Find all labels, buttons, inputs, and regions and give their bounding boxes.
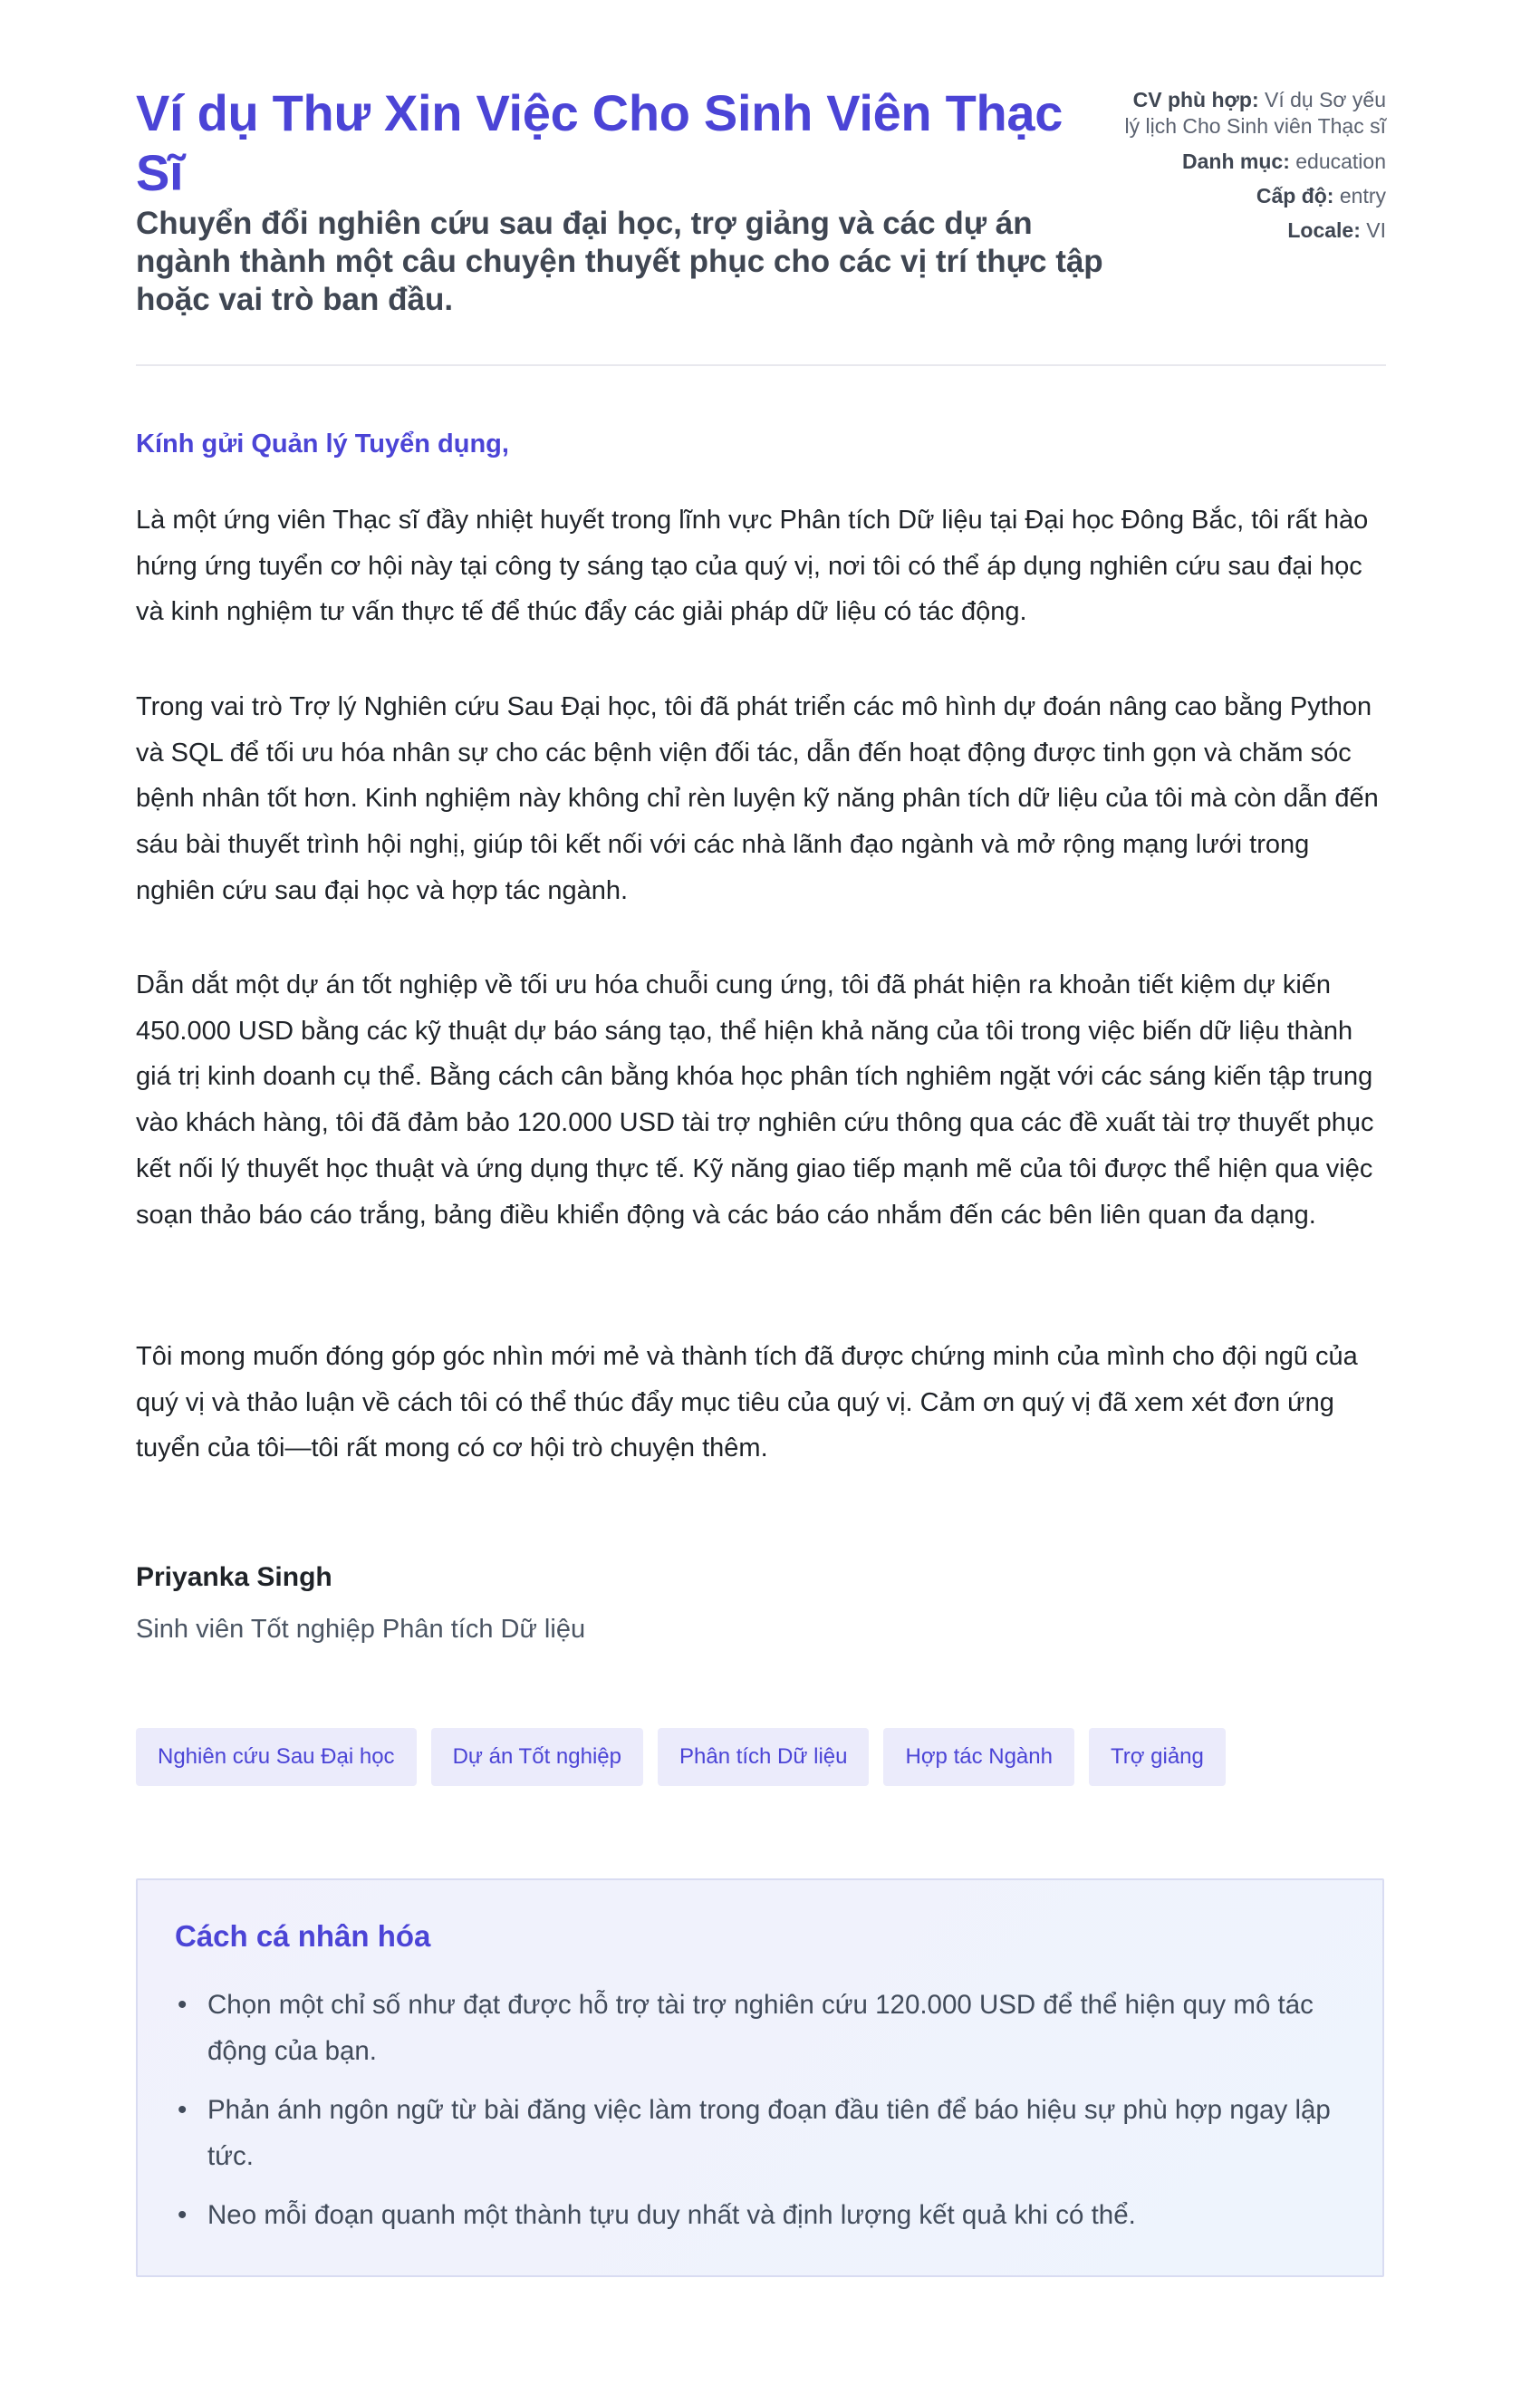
meta-cv-value: Ví dụ Sơ yếu lý lịch Cho Sinh viên Thạc sĩ <box>1124 88 1386 138</box>
meta-cv <box>1114 87 1386 140</box>
tip-item <box>175 2192 1352 2238</box>
meta-category-value: education <box>1295 150 1386 173</box>
page-header <box>136 0 1386 366</box>
tag-industry-collaboration[interactable]: Hợp tác Ngành <box>883 1728 1074 1786</box>
tag-list <box>136 1728 1226 1786</box>
meta-level-value: entry <box>1339 184 1386 208</box>
meta-level <box>1114 183 1386 209</box>
meta-locale <box>1114 217 1386 244</box>
paragraph-3: Dẫn dắt một dự án tốt nghiệp về tối ưu hóa chuỗi cung ứng, tôi đã phát hiện ra khoản tiết kiệm dự kiến 450.000 USD bằng các kỹ thuật dự báo sáng tạo, thể hiện khả năng của tôi trong việc biến dữ liệu thành giá trị kinh doanh cụ thể. Bằng cách cân bằng khóa học phân tích nghiêm ngặt với các sáng kiến tập trung vào khách hàng, tôi đã đảm bảo 120.000 USD tài trợ nghiên cứu thông qua các đề xuất tài trợ thuyết phục kết nối lý thuyết học thuật và ứng dụng thực tế. Kỹ năng giao tiếp mạnh mẽ của tôi được thể hiện qua việc soạn thảo báo cáo trắng, bảng điều khiển động và các báo cáo nhắm đến các bên liên quan đa dạng. <box>136 970 1374 1230</box>
tip-text: Neo mỗi đoạn quanh một thành tựu duy nhất và định lượng kết quả khi có thể. <box>207 2200 1136 2230</box>
page-title: Ví dụ Thư Xin Việc Cho Sinh Viên Thạc Sĩ <box>136 84 1064 201</box>
signature-name: Priyanka Singh <box>136 1562 332 1592</box>
paragraph-2: Trong vai trò Trợ lý Nghiên cứu Sau Đại học, tôi đã phát triển các mô hình dự đoán nâng cao bằng Python và SQL để tối ưu hóa nhân sự cho các bệnh viện đối tác, dẫn đến hoạt động được tinh gọn và chăm sóc bệnh nhân tốt hơn. Kinh nghiệm này không chỉ rèn luyện kỹ năng phân tích dữ liệu của tôi mà còn dẫn đến sáu bài thuyết trình hội nghị, giúp tôi kết nối với các nhà lãnh đạo ngành và mở rộng mạng lưới trong nghiên cứu sau đại học và hợp tác ngành. <box>136 692 1379 905</box>
tag-graduate-research[interactable]: Nghiên cứu Sau Đại học <box>136 1728 417 1786</box>
meta-category-label: Danh mục: <box>1182 150 1290 173</box>
bullet-icon: • <box>178 1990 188 2020</box>
meta-level-label: Cấp độ: <box>1256 184 1334 208</box>
tag-data-analytics[interactable]: Phân tích Dữ liệu <box>658 1728 870 1786</box>
salutation: Kính gửi Quản lý Tuyển dụng, <box>136 430 509 459</box>
tag-capstone-project[interactable]: Dự án Tốt nghiệp <box>431 1728 643 1786</box>
meta-locale-value: VI <box>1366 218 1386 242</box>
meta-panel <box>1114 87 1386 252</box>
paragraph-4: Tôi mong muốn đóng góp góc nhìn mới mẻ và thành tích đã được chứng minh của mình cho đội ngũ của quý vị và thảo luận về cách tôi có thể thúc đẩy mục tiêu của quý vị. Cảm ơn quý vị đã xem xét đơn ứng tuyển của tôi—tôi rất mong có cơ hội trò chuyện thêm. <box>136 1342 1358 1463</box>
meta-locale-label: Locale: <box>1287 218 1361 242</box>
tip-item <box>175 1982 1352 2074</box>
page-subtitle: Chuyển đổi nghiên cứu sau đại học, trợ giảng và các dự án ngành thành một câu chuyện thuyết phục cho các vị trí thực tập hoặc vai trò ban đầu. <box>136 206 1103 317</box>
tips-list <box>175 1982 1352 2251</box>
tip-text: Phản ánh ngôn ngữ từ bài đăng việc làm trong đoạn đầu tiên để báo hiệu sự phù hợp ngay lập tức. <box>207 2095 1331 2171</box>
letter-body <box>136 426 1386 1769</box>
cover-letter-page <box>136 0 1386 1769</box>
meta-cv-label: CV phù hợp: <box>1132 88 1259 111</box>
bullet-icon: • <box>178 2095 188 2125</box>
paragraph-1: Là một ứng viên Thạc sĩ đầy nhiệt huyết trong lĩnh vực Phân tích Dữ liệu tại Đại học Đông Bắc, tôi rất hào hứng ứng tuyển cơ hội này tại công ty sáng tạo của quý vị, nơi tôi có thể áp dụng nghiên cứu sau đại học và kinh nghiệm tư vấn thực tế để thúc đẩy các giải pháp dữ liệu có tác động. <box>136 506 1369 627</box>
meta-category <box>1114 149 1386 175</box>
tip-text: Chọn một chỉ số như đạt được hỗ trợ tài trợ nghiên cứu 120.000 USD để thể hiện quy mô tác động của bạn. <box>207 1990 1314 2066</box>
personalization-tips-box <box>136 1878 1384 2277</box>
signature-role: Sinh viên Tốt nghiệp Phân tích Dữ liệu <box>136 1615 586 1644</box>
bullet-icon: • <box>178 2200 188 2230</box>
tag-teaching-assistant[interactable]: Trợ giảng <box>1089 1728 1226 1786</box>
tips-title: Cách cá nhân hóa <box>175 1919 431 1953</box>
tip-item <box>175 2087 1352 2179</box>
